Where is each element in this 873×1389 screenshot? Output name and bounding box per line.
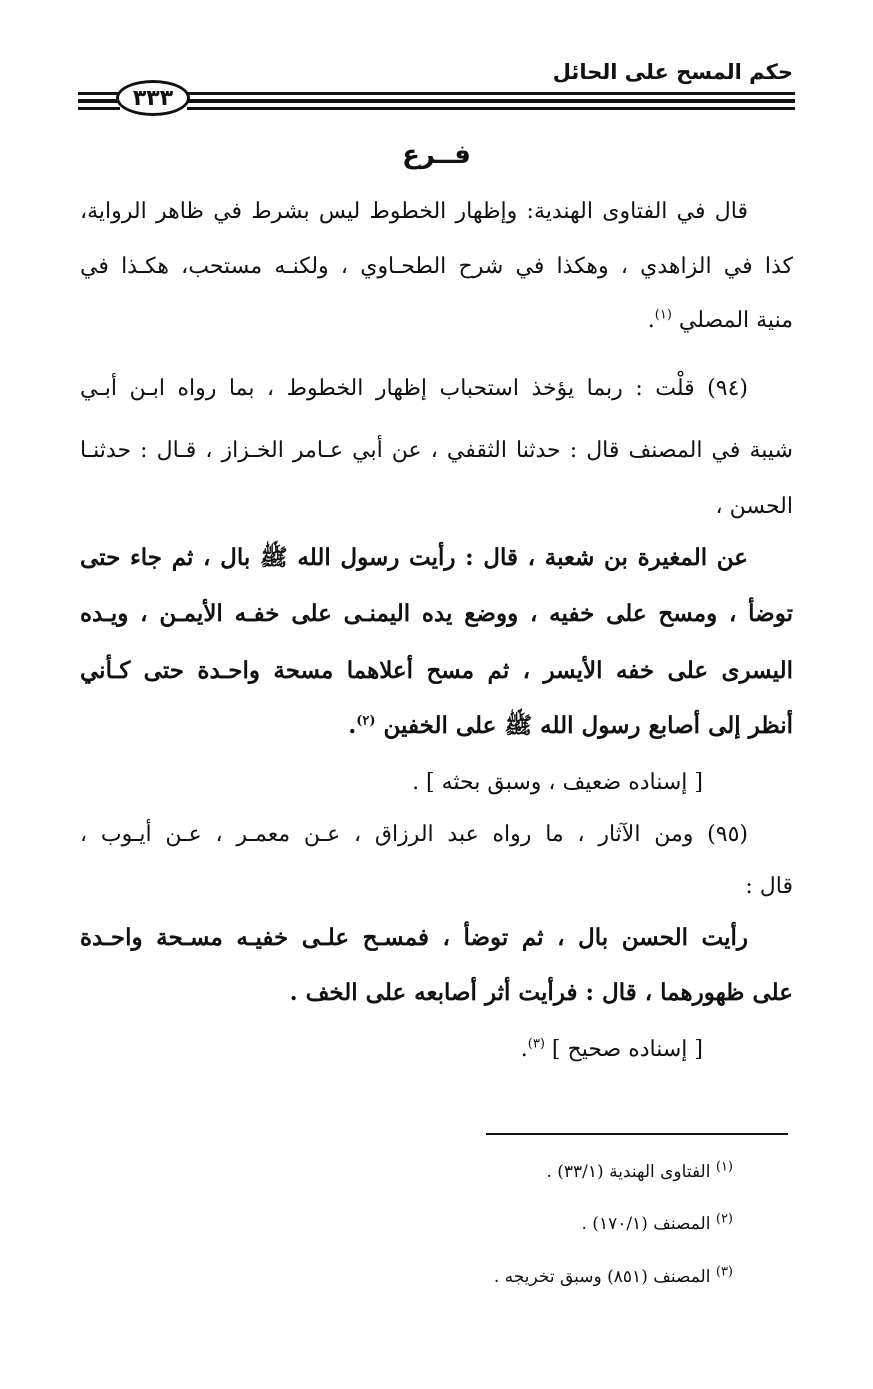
text-span: [ إسناده صحيح ] bbox=[551, 1037, 703, 1062]
footnote-number: (٣) bbox=[715, 1264, 733, 1280]
isnad-grade: [ إسناده ضعيف ، وسبق بحثه ] . bbox=[412, 770, 703, 795]
text-line: قال في الفتاوى الهندية: وإظهار الخطوط ليس بشرط في ظاهر الرواية، bbox=[80, 199, 749, 224]
footnote-ref: (١) bbox=[654, 307, 672, 323]
section-heading: فــرع bbox=[402, 140, 471, 170]
header-rule bbox=[78, 107, 120, 110]
header-rule bbox=[187, 107, 795, 110]
text-line: قال : bbox=[745, 874, 793, 899]
footnote-ref: (٢) bbox=[356, 713, 376, 729]
footnote-text: المصنف (١٧٠/١) . bbox=[581, 1214, 711, 1234]
header-rule bbox=[187, 99, 795, 103]
text-line: كذا في الزاهدي ، وهكذا في شرح الطحـاوي ، ولكنـه مستحب، هكـذا في bbox=[80, 254, 793, 279]
running-title: حكم المسح على الحائل bbox=[552, 60, 793, 84]
header-rule bbox=[78, 92, 120, 95]
footnote-number: (٢) bbox=[715, 1211, 733, 1227]
text-line: (٩٤) قلْت : ربما يؤخذ استحباب إظهار الخطوط ، بما رواه ابـن أبـي bbox=[80, 376, 748, 401]
text-line: توضأ ، ومسح على خفيه ، ووضع يده اليمنـى على خفـه الأيمـن ، ويـده bbox=[80, 600, 793, 627]
footnote-text: الفتاوى الهندية (٣٣/١) . bbox=[546, 1162, 711, 1182]
footnote bbox=[581, 1212, 733, 1236]
footnote-text: المصنف (٨٥١) وسبق تخريجه . bbox=[493, 1267, 711, 1287]
footnote-separator bbox=[486, 1133, 788, 1135]
text-line: (٩٥) ومن الآثار ، ما رواه عبد الرزاق ، عـن معمـر ، عـن أيـوب ، bbox=[80, 822, 748, 847]
text-span: أنظر إلى أصابع رسول الله ﷺ على الخفين bbox=[383, 712, 793, 739]
text-line: اليسرى على خفه الأيسر ، ثم مسح أعلاهما مسحة واحـدة حتى كـأني bbox=[80, 657, 793, 684]
text-line: رأيت الحسن بال ، ثم توضأ ، فمسـح علـى خفيـه مسـحة واحـدة bbox=[80, 924, 748, 951]
text-span: منية المصلي bbox=[678, 308, 793, 333]
text-line: على ظهورهما ، قال : فرأيت أثر أصابعه على الخف . bbox=[289, 979, 793, 1006]
isnad-grade: [ إسناده صحيح ] $^{(٣)}$. bbox=[520, 1036, 703, 1062]
footnote-ref: (٣) bbox=[527, 1036, 545, 1052]
text-line: منية المصلي $^{(١)}$. bbox=[647, 307, 793, 333]
page-number: ٣٣٣ bbox=[116, 80, 190, 116]
footnote bbox=[546, 1160, 733, 1184]
header-rule bbox=[187, 92, 795, 95]
footnote bbox=[494, 1265, 733, 1289]
header-rule bbox=[78, 99, 120, 103]
text-line: شيبة في المصنف قال : حدثنا الثقفي ، عن أبي عـامر الخـزاز ، قـال : حدثنـا bbox=[80, 438, 793, 463]
text-line: الحسن ، bbox=[715, 494, 793, 519]
footnote-number: (١) bbox=[715, 1159, 733, 1175]
text-line: عن المغيرة بن شعبة ، قال : رأيت رسول الله ﷺ بال ، ثم جاء حتى bbox=[80, 544, 748, 571]
text-line: أنظر إلى أصابع رسول الله ﷺ على الخفين $^{(٢)}$. bbox=[348, 712, 793, 739]
